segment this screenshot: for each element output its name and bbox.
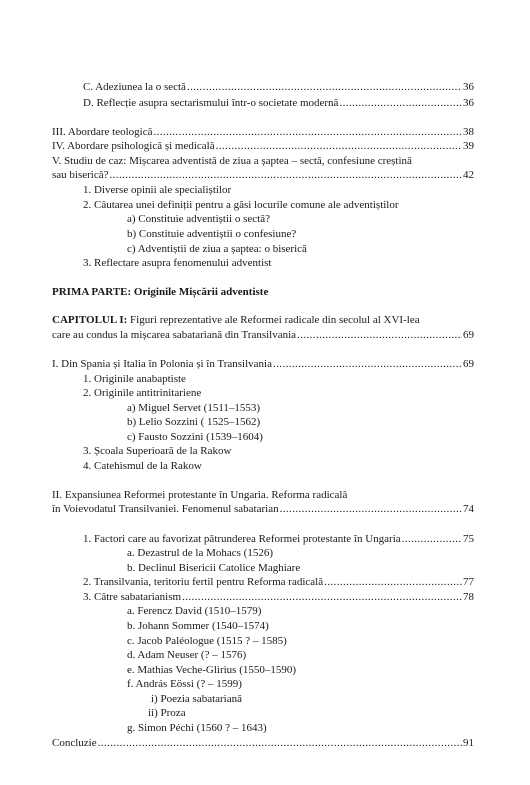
toc-line: [0, 256, 530, 270]
dot-leader: [402, 532, 462, 546]
toc-line: [0, 677, 530, 691]
toc-entry: [0, 328, 474, 342]
toc-line: [0, 648, 530, 662]
toc-page-number: 77: [463, 576, 474, 588]
toc-entry-title: IV. Abordare psihologică și medicală: [52, 140, 215, 152]
toc-line: [0, 386, 530, 400]
toc-entry-title: 1. Factori care au favorizat pătrunderea Reformei protestante în Ungaria: [83, 533, 401, 545]
toc-line: [0, 415, 530, 429]
dot-leader: [187, 80, 462, 94]
toc-entry: [0, 80, 474, 94]
dot-leader: [110, 168, 463, 182]
chapter-title: Figuri reprezentative ale Reformei radicale din secolul al XVI-lea: [127, 314, 420, 326]
toc-line: [0, 721, 530, 735]
toc-entry: [0, 125, 474, 139]
dot-leader: [216, 139, 462, 153]
toc-entry-title: e. Mathias Veche-Glirius (1550–1590): [127, 664, 297, 676]
toc-entry-title: a. Dezastrul de la Mohacs (1526): [127, 547, 274, 559]
toc-entry-title: g. Simon Péchi (1560 ? – 1643): [127, 722, 267, 734]
toc-entry: [0, 590, 474, 604]
toc-line: [0, 183, 530, 197]
toc-entry-title: II. Expansiunea Reformei protestante în Ungaria. Reforma radicală: [52, 489, 348, 501]
dot-leader: [339, 96, 462, 110]
toc-entry: [0, 96, 474, 110]
toc-entry-title: 1. Originile anabaptiste: [83, 373, 186, 385]
toc-page-number: 42: [463, 169, 474, 181]
toc-entry-title: a. Ferencz David (1510–1579): [127, 605, 262, 617]
dot-leader: [280, 502, 462, 516]
dot-leader: [273, 357, 462, 371]
toc-line: [0, 706, 530, 720]
toc-entry-title: 3. Reflectare asupra fenomenului adventist: [83, 257, 272, 269]
toc-entry-title: a) Miguel Servet (1511–1553): [127, 402, 261, 414]
toc-line: [0, 561, 530, 575]
toc-line: [0, 619, 530, 633]
toc-entry-title: d. Adam Neuser (? – 1576): [127, 649, 247, 661]
toc-entry-title: C. Adeziunea la o sectă: [83, 81, 186, 93]
dot-leader: [98, 736, 462, 750]
toc-page-number: 75: [463, 533, 474, 545]
toc-line: [0, 692, 530, 706]
toc-entry-title: I. Din Spania și Italia în Polonia și în Transilvania: [52, 358, 272, 370]
toc-page-number: 36: [463, 81, 474, 93]
toc-page-number: 39: [463, 140, 474, 152]
toc-entry-title: i) Poezia sabatariană: [151, 693, 243, 705]
toc-entry-title: 2. Căutarea unei definiții pentru a găsi locurile comune ale adventiștilor: [83, 199, 399, 211]
dot-leader: [153, 125, 462, 139]
toc-entry-title: c. Jacob Paléologue (1515 ? – 1585): [127, 635, 287, 647]
toc-entry-title: V. Studiu de caz: Mișcarea adventistă de ziua a șaptea – sectă, confesiune creștină: [52, 155, 412, 167]
toc-entry: [0, 532, 474, 546]
toc-entry-title: 3. Școala Superioară de la Rakow: [83, 445, 232, 457]
toc-line: [0, 227, 530, 241]
toc-line: [0, 198, 530, 212]
toc-entry: [0, 357, 474, 371]
dot-leader: [297, 328, 462, 342]
toc-entry-title: 2. Transilvania, teritoriu fertil pentru Reforma radicală: [83, 576, 324, 588]
toc-entry: [0, 575, 474, 589]
chapter-label: CAPITOLUL I:: [52, 314, 128, 326]
toc-entry-title: Concluzie: [52, 737, 97, 749]
toc-entry-title: c) Adventiștii de ziua a șaptea: o biserică: [127, 243, 307, 255]
toc-line: [0, 488, 530, 502]
toc-entry: [0, 736, 474, 750]
toc-page-number: 69: [463, 358, 474, 370]
toc-entry-title: D. Reflecție asupra sectarismului într-o societate modernă: [83, 97, 339, 109]
toc-entry-title: 4. Catehismul de la Rakow: [83, 460, 202, 472]
toc-line: [0, 401, 530, 415]
toc-entry: [0, 139, 474, 153]
toc-entry-title: b. Declinul Bisericii Catolice Maghiare: [127, 562, 301, 574]
toc-page-number: 36: [463, 97, 474, 109]
toc-line: [0, 372, 530, 386]
toc-entry-title: 3. Către sabatarianism: [83, 591, 182, 603]
toc-line: [0, 604, 530, 618]
toc-page-number: 91: [463, 737, 474, 749]
toc-entry-title: c) Fausto Sozzini (1539–1604): [127, 431, 263, 443]
toc-line: [0, 459, 530, 473]
dot-leader: [182, 590, 462, 604]
toc-line: [0, 546, 530, 560]
toc-line: [0, 242, 530, 256]
toc-entry-title: b) Constituie adventiștii o confesiune?: [127, 228, 297, 240]
toc-entry-title: a) Constituie adventiștii o sectă?: [127, 213, 270, 225]
toc-page-number: 69: [463, 329, 474, 341]
toc-line: [0, 285, 530, 299]
dot-leader: [324, 575, 462, 589]
toc-entry-title: f. András Eössi (? – 1599): [127, 678, 242, 690]
toc-line: [0, 663, 530, 677]
toc-entry: [0, 168, 474, 182]
toc-entry-title: sau biserică?: [52, 169, 109, 181]
toc-entry-title: 2. Originile antitrinitariene: [83, 387, 202, 399]
toc-entry-title: b) Lelio Sozzini ( 1525–1562): [127, 416, 261, 428]
toc-entry-title: în Voievodatul Transilvaniei. Fenomenul sabatarian: [52, 503, 279, 515]
toc-line: [0, 313, 530, 327]
toc-line: [0, 154, 530, 168]
part-heading: PRIMA PARTE: Originile Mișcării adventiste: [52, 286, 269, 298]
toc-entry-title: 1. Diverse opinii ale specialiștilor: [83, 184, 232, 196]
toc-entry: [0, 502, 474, 516]
toc-page-number: 78: [463, 591, 474, 603]
toc-entry-title: III. Abordare teologică: [52, 126, 153, 138]
toc-page-number: 38: [463, 126, 474, 138]
toc-line: [0, 634, 530, 648]
toc-page-number: 74: [463, 503, 474, 515]
toc-line: [0, 430, 530, 444]
toc-entry-title: b. Johann Sommer (1540–1574): [127, 620, 269, 632]
toc-entry-title: ii) Proza: [148, 707, 186, 719]
toc-line: [0, 444, 530, 458]
toc-line: [0, 212, 530, 226]
toc-entry-title: care au condus la mișcarea sabatariană din Transilvania: [52, 329, 297, 341]
